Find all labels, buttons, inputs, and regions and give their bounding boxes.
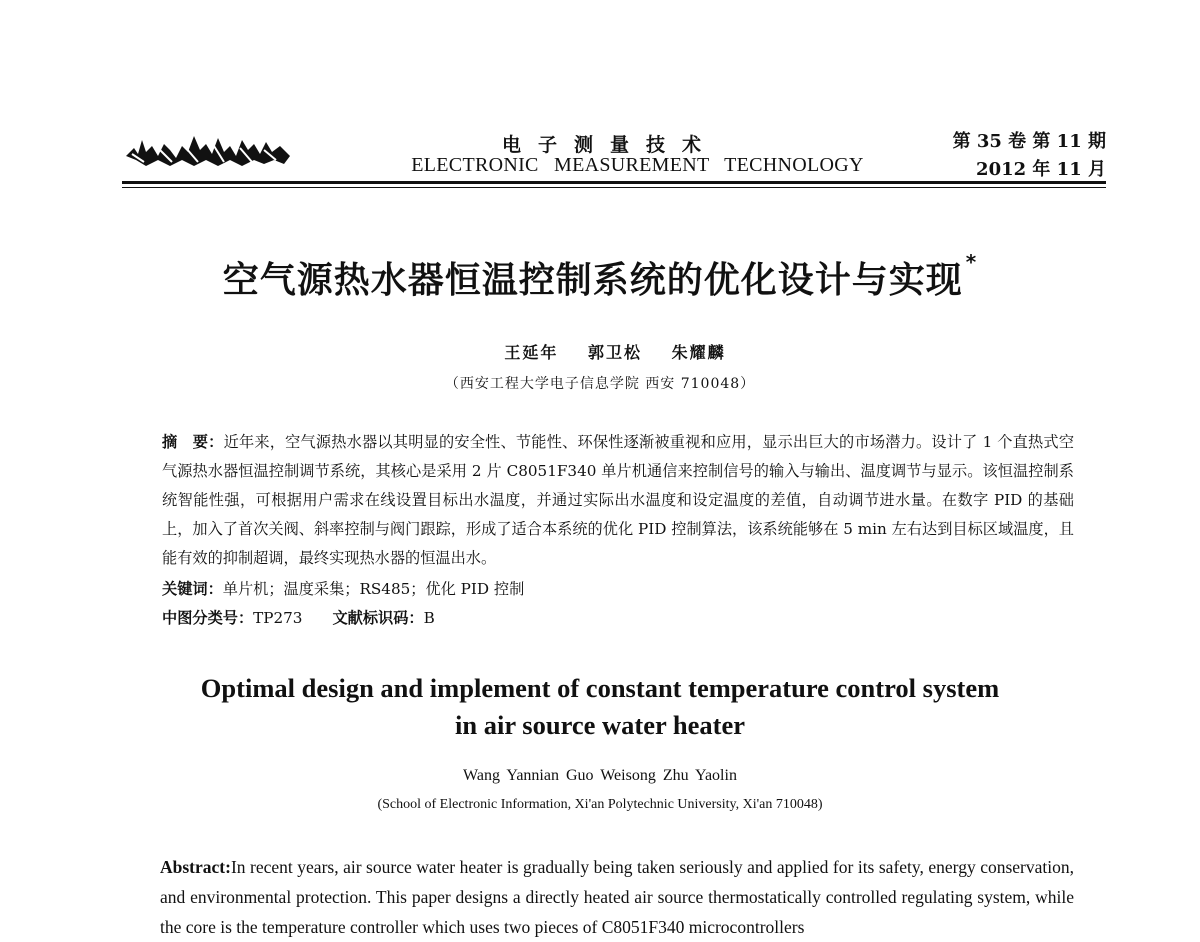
classification-line [162, 607, 435, 628]
title-footnote-mark: * [965, 250, 978, 274]
doc-code: B [423, 609, 435, 627]
abstract-zh [162, 428, 1074, 573]
classification-label: 中图分类号： [162, 609, 254, 627]
keywords-label: 关键词： [162, 580, 223, 598]
journal-logo [124, 126, 294, 170]
keywords-zh [162, 578, 524, 599]
issue-date: 2012 年 11 月 [976, 159, 1106, 180]
title-en-line1: Optimal design and implement of constant temperature control system [200, 673, 1000, 703]
title-en-line2: in air source water heater [455, 710, 745, 740]
keywords-text: 单片机；温度采集；RS485；优化 PID 控制 [222, 580, 525, 598]
abstract-en [160, 852, 1074, 942]
abstract-en-text: In recent years, air source water heater is gradually being taken seriously and applied for its safety, energy conservation, and environmental protection. This paper designs a directly heated air source thermostatically controlled regulating system, while the core is the temperature controller which uses two pieces of C8051F340 microcontrollers [160, 857, 1074, 937]
doc-code-label: 文献标识码： [332, 609, 424, 627]
header-rule-thick [122, 181, 1106, 184]
paper-title-zh [0, 252, 1200, 303]
abstract-en-label: Abstract: [160, 857, 231, 877]
volume-issue: 第 35 卷 第 11 期 [952, 131, 1106, 152]
title-zh-text: 空气源热水器恒温控制系统的优化设计与实现 [222, 260, 963, 301]
journal-name-en: ELECTRONIC MEASUREMENT TECHNOLOGY [411, 154, 864, 176]
abstract-zh-text: 近年来，空气源热水器以其明显的安全性、节能性、环保性逐渐被重视和应用，显示出巨大的市场潜力。设计了 1 个直热式空气源热水器恒温控制调节系统，其核心是采用 2 片 C8051F340 单片机通信来控制信号的输入与输出、温度调节与显示。该恒温控制系统智能性强，可根据用户需求在线设置目标出水温度，并通过实际出水温度和设定温度的差值，自动调节进水量。在数字 PID 的基础上，加入了首次关阀、斜率控制与阀门跟踪，形成了适合本系统的优化 PID 控制算法，该系统能够在 5 min 左右达到目标区域温度，且能有效的抑制超调，最终实现热水器的恒温出水。 [162, 433, 1075, 567]
header-rule-thin [122, 187, 1106, 188]
affiliation-en: (School of Electronic Information, Xi'an Polytechnic University, Xi'an 710048) [377, 797, 823, 812]
authors-zh: 王延年 郭卫松 朱耀麟 [504, 343, 726, 362]
abstract-zh-label: 摘 要： [162, 433, 224, 451]
classification-code: TP273 [253, 609, 303, 627]
authors-en: Wang Yannian Guo Weisong Zhu Yaolin [463, 767, 737, 784]
affiliation-zh: （西安工程大学电子信息学院 西安 710048） [444, 376, 756, 392]
journal-name-zh: 电子测量技术 [501, 134, 718, 156]
paper-title-en [0, 670, 1200, 744]
